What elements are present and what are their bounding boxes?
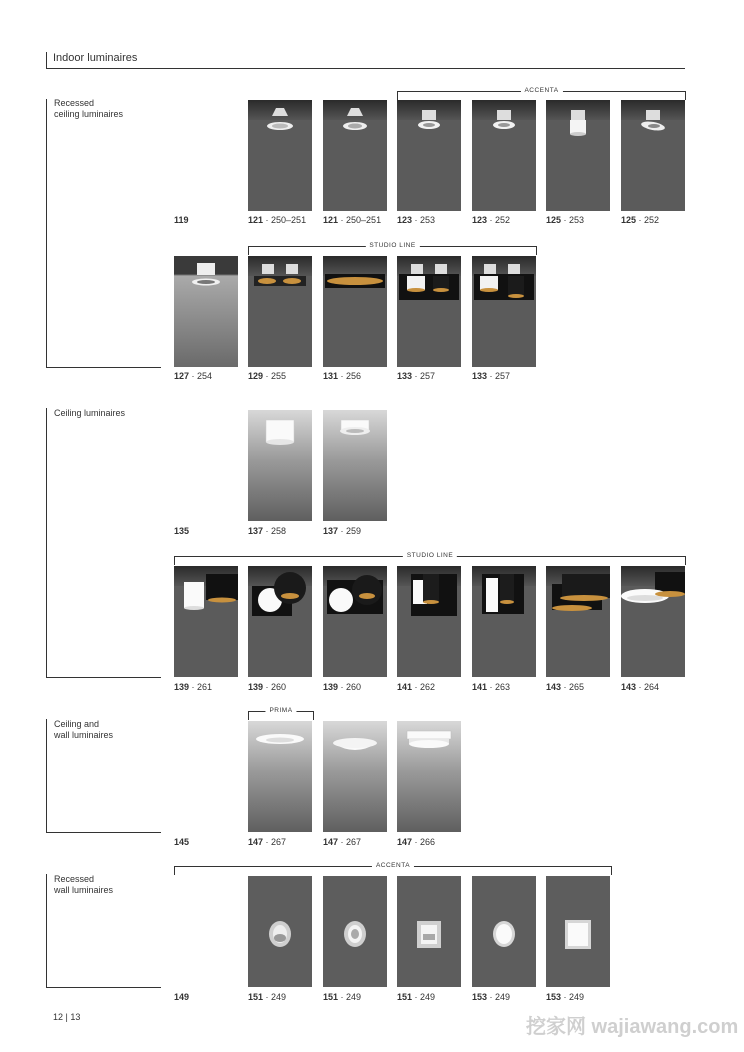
studio-wide-drum-icon xyxy=(621,566,685,616)
product-thumbnail[interactable] xyxy=(546,566,610,677)
product-thumbnail[interactable] xyxy=(323,876,387,987)
surface-cylinder-icon xyxy=(248,410,312,450)
product-reference: 147 · 267 xyxy=(248,837,287,847)
section-bracket xyxy=(46,99,161,368)
product-reference: 125 · 252 xyxy=(621,215,660,225)
recessed-downlight-icon xyxy=(174,256,238,296)
product-reference: 141 · 262 xyxy=(397,682,436,692)
lineup-studio-line: STUDIO LINE xyxy=(174,556,686,565)
product-reference: 137 · 259 xyxy=(323,526,362,536)
studio-sphere-icon xyxy=(248,566,312,616)
product-reference: 123 · 252 xyxy=(472,215,511,225)
intro-page-number: 145 xyxy=(174,837,190,847)
header-rule xyxy=(46,52,685,69)
product-thumbnail[interactable] xyxy=(397,876,461,987)
section-label-ceiling: Ceiling luminaires xyxy=(54,408,126,418)
product-thumbnail[interactable] xyxy=(248,410,312,521)
product-reference: 147 · 267 xyxy=(323,837,362,847)
product-reference: 133 · 257 xyxy=(472,371,511,381)
intro-page-number: 135 xyxy=(174,526,190,536)
product-thumbnail[interactable] xyxy=(323,100,387,211)
product-reference: 151 · 249 xyxy=(323,992,362,1002)
intro-page-number: 119 xyxy=(174,215,189,225)
product-reference: 133 · 257 xyxy=(397,371,436,381)
product-reference: 147 · 266 xyxy=(397,837,436,847)
product-thumbnail[interactable] xyxy=(397,100,461,211)
product-thumbnail[interactable] xyxy=(472,100,536,211)
section-label-ceiling-wall: Ceiling and wall luminaires xyxy=(54,719,114,740)
product-thumbnail[interactable] xyxy=(546,100,610,211)
lineup-studio-line: STUDIO LINE xyxy=(248,246,537,255)
studio-tall-cylinder-icon xyxy=(397,566,461,618)
wall-square-icon xyxy=(397,876,461,987)
product-reference: 151 · 249 xyxy=(397,992,436,1002)
product-reference: 129 · 255 xyxy=(248,371,287,381)
product-thumbnail[interactable] xyxy=(248,100,312,211)
product-reference: 121 · 250–251 xyxy=(248,215,307,225)
studio-cylinder-pair-icon xyxy=(174,566,238,616)
lineup-prima: PRIMA xyxy=(248,711,314,720)
wall-square-white-icon xyxy=(546,876,610,987)
product-reference: 123 · 253 xyxy=(397,215,436,225)
studio-recessed-icon xyxy=(248,256,312,296)
page-numbers: 12 | 13 xyxy=(53,1012,81,1022)
surface-disc-icon xyxy=(323,410,387,450)
product-reference: 127 · 254 xyxy=(174,371,213,381)
adjustable-downlight-icon xyxy=(248,100,312,140)
stepped-ceiling-icon xyxy=(397,721,461,761)
lineup-accenta: ACCENTA xyxy=(174,866,612,875)
product-thumbnail[interactable] xyxy=(621,100,685,211)
product-reference: 139 · 260 xyxy=(248,682,287,692)
product-thumbnail[interactable] xyxy=(472,566,536,677)
studio-wide-drum-icon xyxy=(546,566,610,616)
product-reference: 143 · 264 xyxy=(621,682,660,692)
product-reference: 141 · 263 xyxy=(472,682,511,692)
section-label-recessed-ceiling: Recessed ceiling luminaires xyxy=(54,98,124,119)
dome-ceiling-icon xyxy=(323,721,387,761)
section-label-recessed-wall: Recessed wall luminaires xyxy=(54,874,114,895)
product-thumbnail[interactable] xyxy=(472,876,536,987)
watermark: 挖家网 wajiawang.com xyxy=(526,1016,739,1038)
product-thumbnail[interactable] xyxy=(397,721,461,832)
studio-sphere-icon xyxy=(323,566,387,616)
product-reference: 151 · 249 xyxy=(248,992,287,1002)
recessed-tilt-icon xyxy=(621,100,685,140)
lineup-accenta: ACCENTA xyxy=(397,91,686,100)
product-thumbnail[interactable] xyxy=(323,410,387,521)
wall-oval-icon xyxy=(323,876,387,987)
studio-box-icon xyxy=(397,256,461,306)
product-thumbnail[interactable] xyxy=(174,256,238,367)
product-thumbnail[interactable] xyxy=(323,721,387,832)
product-thumbnail[interactable] xyxy=(621,566,685,677)
intro-page-number: 149 xyxy=(174,992,190,1002)
product-thumbnail[interactable] xyxy=(323,256,387,367)
product-reference: 139 · 261 xyxy=(174,682,213,692)
recessed-cylinder-icon xyxy=(546,100,610,140)
page-title: Indoor luminaires xyxy=(53,52,138,64)
product-reference: 131 · 256 xyxy=(323,371,362,381)
product-reference: 125 · 253 xyxy=(546,215,585,225)
section-bracket xyxy=(46,408,161,678)
recessed-spot-icon xyxy=(472,100,536,140)
product-reference: 153 · 249 xyxy=(546,992,585,1002)
product-thumbnail[interactable] xyxy=(323,566,387,677)
product-reference: 153 · 249 xyxy=(472,992,511,1002)
flat-ceiling-disc-icon xyxy=(248,721,312,761)
product-thumbnail[interactable] xyxy=(397,256,461,367)
product-thumbnail[interactable] xyxy=(546,876,610,987)
product-reference: 139 · 260 xyxy=(323,682,362,692)
wall-round-icon xyxy=(472,876,536,987)
product-thumbnail[interactable] xyxy=(248,876,312,987)
product-thumbnail[interactable] xyxy=(397,566,461,677)
studio-tall-cylinder-icon xyxy=(472,566,536,618)
wall-oval-icon xyxy=(248,876,312,987)
studio-box-icon xyxy=(472,256,536,306)
product-thumbnail[interactable] xyxy=(248,566,312,677)
adjustable-downlight-icon xyxy=(323,100,387,140)
product-reference: 143 · 265 xyxy=(546,682,585,692)
product-reference: 121 · 250–251 xyxy=(323,215,382,225)
recessed-spot-icon xyxy=(397,100,461,140)
product-thumbnail[interactable] xyxy=(472,256,536,367)
product-reference: 137 · 258 xyxy=(248,526,287,536)
product-thumbnail[interactable] xyxy=(174,566,238,677)
studio-wide-icon xyxy=(323,256,387,296)
product-thumbnail[interactable] xyxy=(248,256,312,367)
product-thumbnail[interactable] xyxy=(248,721,312,832)
